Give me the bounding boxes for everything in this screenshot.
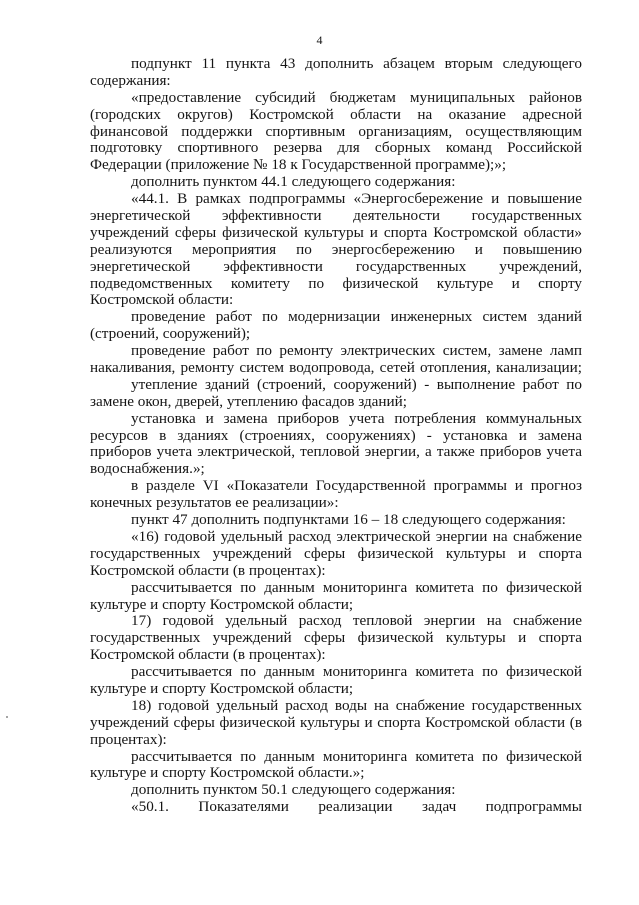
text-line: ресурсов в зданиях (строениях, сооружениях) - установка и замена (90, 426, 582, 444)
text-line: процентах): (90, 730, 167, 748)
text-line: приборов учета электрической, тепловой энергии, а также приборов учета (90, 443, 582, 461)
text-line: проведение работ по модернизации инженерных систем зданий (131, 308, 582, 326)
text-line: реализуются мероприятия по энергосбережению и повышению (90, 240, 582, 258)
text-line: Костромской области: (90, 291, 234, 309)
text-line: финансовой поддержки спортивным организациям, осуществляющим (90, 122, 582, 140)
text-line: в разделе VI «Показатели Государственной программы и прогноз (131, 477, 582, 495)
text-line: учреждений сферы физической культуры и спорта Костромской области» (90, 223, 582, 241)
text-line: содержания: (90, 71, 171, 89)
text-line: пункт 47 дополнить подпунктами 16 – 18 следующего содержания: (131, 511, 566, 529)
text-line: конечных результатов ее реализации»: (90, 494, 339, 512)
text-line: учреждений сферы физической культуры и спорта Костромской области (в (90, 713, 582, 731)
text-line: утепление зданий (строений, сооружений) - выполнение работ по (131, 375, 582, 393)
text-line: рассчитывается по данным мониторинга комитета по физической (131, 663, 582, 681)
page-number: 4 (316, 33, 323, 47)
text-line: проведение работ по ремонту электрических систем, замене ламп (131, 342, 582, 360)
text-line: замене окон, дверей, утеплению фасадов зданий; (90, 392, 408, 410)
text-line: «предоставление субсидий бюджетам муниципальных районов (131, 88, 582, 106)
text-line: Костромской области (в процентах): (90, 561, 326, 579)
text-line: (строений, сооружений); (90, 325, 251, 343)
text-line: установка и замена приборов учета потребления коммунальных (131, 409, 582, 427)
text-line: дополнить пунктом 50.1 следующего содержания: (131, 781, 456, 799)
text-line: государственных учреждений сферы физической культуры и спорта (90, 629, 582, 647)
text-line: Костромской области (в процентах): (90, 646, 326, 664)
scan-speck (6, 716, 8, 718)
text-line: государственных учреждений сферы физической культуры и спорта (90, 544, 582, 562)
text-line: дополнить пунктом 44.1 следующего содержания: (131, 173, 456, 191)
text-line: подпункт 11 пункта 43 дополнить абзацем вторым следующего (131, 55, 582, 72)
text-line: «50.1. Показателями реализации задач подпрограммы (131, 798, 582, 816)
text-line: Федерации (приложение № 18 к Государственной программе);»; (90, 156, 507, 174)
text-line: культуре и спорту Костромской области; (90, 595, 354, 613)
text-line: «16) годовой удельный расход электрической энергии на снабжение (131, 527, 582, 545)
text-line: 18) годовой удельный расход воды на снабжение государственных (131, 696, 582, 714)
text-line: подведомственных комитету по физической культуре и спорту (90, 274, 582, 292)
text-line: водоснабжения.»; (90, 460, 205, 478)
text-line: культуре и спорту Костромской области; (90, 679, 354, 697)
text-line: подготовку спортивного резерва для сборных команд Российской (90, 139, 582, 157)
text-line: рассчитывается по данным мониторинга комитета по физической (131, 747, 582, 765)
text-line: энергетической эффективности государственных учреждений, (90, 257, 582, 275)
text-line: 17) годовой удельный расход тепловой энергии на снабжение (131, 612, 582, 630)
text-line: «44.1. В рамках подпрограммы «Энергосбережение и повышение (131, 190, 582, 208)
document-body (90, 56, 582, 816)
text-line: рассчитывается по данным мониторинга комитета по физической (131, 578, 582, 596)
text-line: культуре и спорту Костромской области.»; (90, 764, 365, 782)
text-line: энергетической эффективности деятельности государственных (90, 207, 582, 225)
text-line: (городских округов) Костромской области на оказание адресной (90, 105, 582, 123)
text-line: накаливания, ремонту систем водопровода, сетей отопления, канализации; (90, 359, 582, 377)
